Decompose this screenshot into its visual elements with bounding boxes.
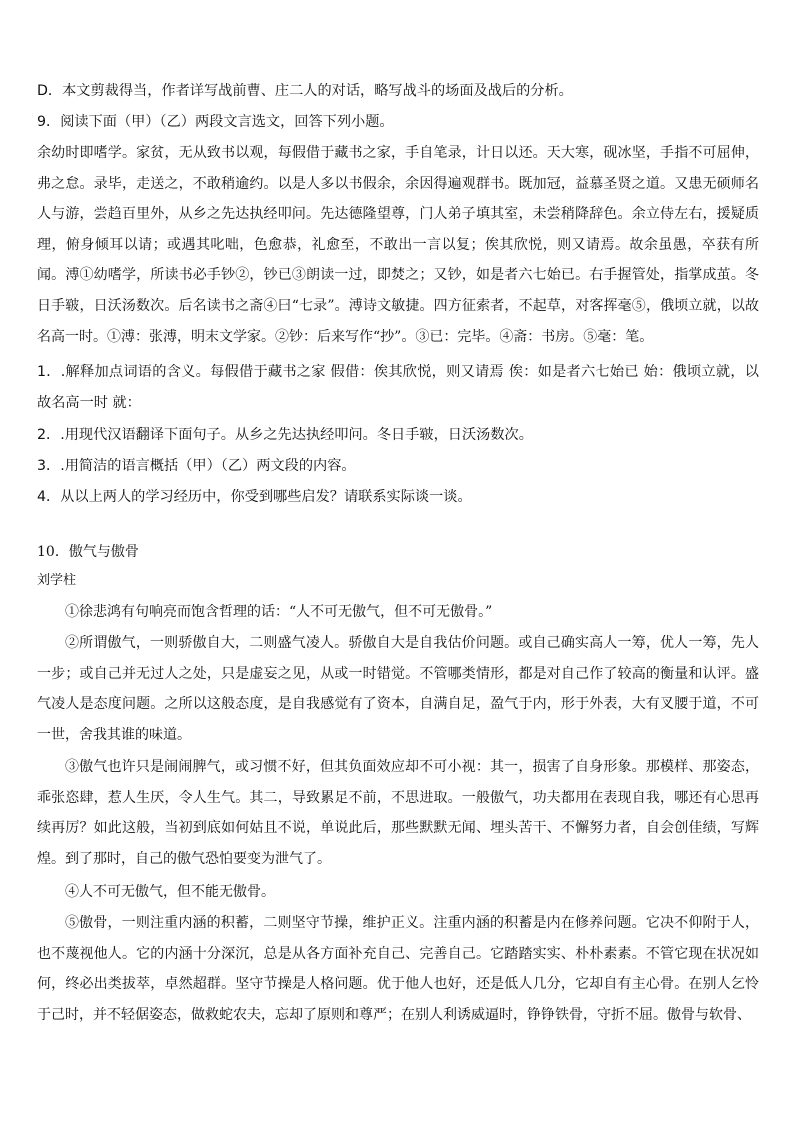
q9-passage: 余幼时即嗜学。家贫，无从致书以观，每假借于藏书之家，手自笔录，计日以还。天大寒，砚冰坚，手指不可屈伸，弗之怠。录毕，走送之，不敢稍逾约。以是人多以书假余，余因得遍观群书。既加冠，益慕圣贤之道。又患无硕师名人与游，尝趋百里外，从乡之先达执经叩问。先达德隆望尊，门人弟子填其室，未尝稍降辞色。余立侍左右，援疑质理，俯身倾耳以请；或遇其叱咄，色愈恭，礼愈至，不敢出一言以复；俟其欣悦，则又请焉。故余虽愚，卒获有所闻。溥①幼嗜学，所读书必手钞②，钞已③朗读一过，即焚之；又钞，如是者六七始已。右手握管处，指掌成茧。冬日手皲，日沃汤数次。后名读书之斋④曰“七录”。溥诗文敏捷。四方征索者，不起草，对客挥毫⑤，俄顷立就，以故名高一时。①溥：张溥，明末文学家。②钞：后来写作“抄”。③已：完毕。④斋：书房。⑤毫：笔。: [37, 145, 759, 345]
q9-stem: 9．阅读下面（甲）（乙）两段文言选文，回答下列小题。: [37, 114, 394, 130]
q10-paragraph-1: ①徐悲鸿有句响亮而饱含哲理的话：“人不可无傲气，但不可无傲骨。”: [65, 604, 493, 620]
q9-sub-question-1: 1．.解释加点词语的含义。每假借于藏书之家 假借：俟其欣悦，则又请焉 俟：如是者六七始已 始：俄顷立就，以故名高一时 就：: [37, 364, 759, 411]
q10-author: 刘学柱: [37, 573, 77, 588]
q10-paragraph-4: ④人不可无傲气，但不能无傲骨。: [65, 884, 275, 900]
q10-paragraph-2: ②所谓傲气，一则骄傲自大，二则盛气凌人。骄傲自大是自我估价问题。或自己确实高人一筹，优人一筹，先人一步；或自己并无过人之处，只是虚妄之见，从或一时错觉。不管哪类情形，都是对自己作了较高的衡量和认评。盛气凌人是态度问题。之所以这般态度，是自我感觉有了资本，自满自足，盈气于内，形于外表，大有叉腰于道，不可一世，舍我其谁的味道。: [37, 635, 759, 743]
q10-title: 10．傲气与傲骨: [37, 544, 139, 560]
q10-paragraph-3: ③傲气也许只是闹闹脾气，或习惯不好，但其负面效应却不可小视：其一，损害了自身形象。那模样、那姿态，乖张恣肆，惹人生厌，令人生气。其二，导致累足不前，不思进取。一般傲气，功夫都用在表现自我，哪还有心思再续再厉？如此这般，当初到底如何姑且不说，单说此后，那些默默无闻、埋头苦干、不懈努力者，自会创佳绩，写辉煌。到了那时，自己的傲气恐怕要变为泄气了。: [37, 759, 759, 867]
q9-sub-question-2: 2．.用现代汉语翻译下面句子。从乡之先达执经叩问。冬日手皲，日沃汤数次。: [37, 427, 533, 443]
q8-option-d: D．本文剪裁得当，作者详写战前曹、庄二人的对话，略写战斗的场面及战后的分析。: [37, 83, 573, 99]
q10-paragraph-5: ⑤傲骨，一则注重内涵的积蓄，二则坚守节操，维护正义。注重内涵的积蓄是内在修养问题。它决不仰附于人，也不蔑视他人。它的内涵十分深沉，总是从各方面补充自己、完善自己。它踏踏实实、朴朴素素。不管它现在状况如何，终必出类拔萃，卓然超群。坚守节操是人格问题。优于他人也好，还是低人几分，它却自有主心骨。在别人乞怜于己时，并不轻倨姿态，做救蛇农夫，忘却了原则和尊严；在别人利诱威逼时，铮铮铁骨，守折不屈。傲骨与软骨、: [37, 915, 759, 1023]
q9-sub-question-3: 3．.用简洁的语言概括（甲）（乙）两文段的内容。: [37, 458, 356, 474]
q9-sub-question-4: 4．从以上两人的学习经历中，你受到哪些启发？请联系实际谈一谈。: [37, 489, 472, 505]
